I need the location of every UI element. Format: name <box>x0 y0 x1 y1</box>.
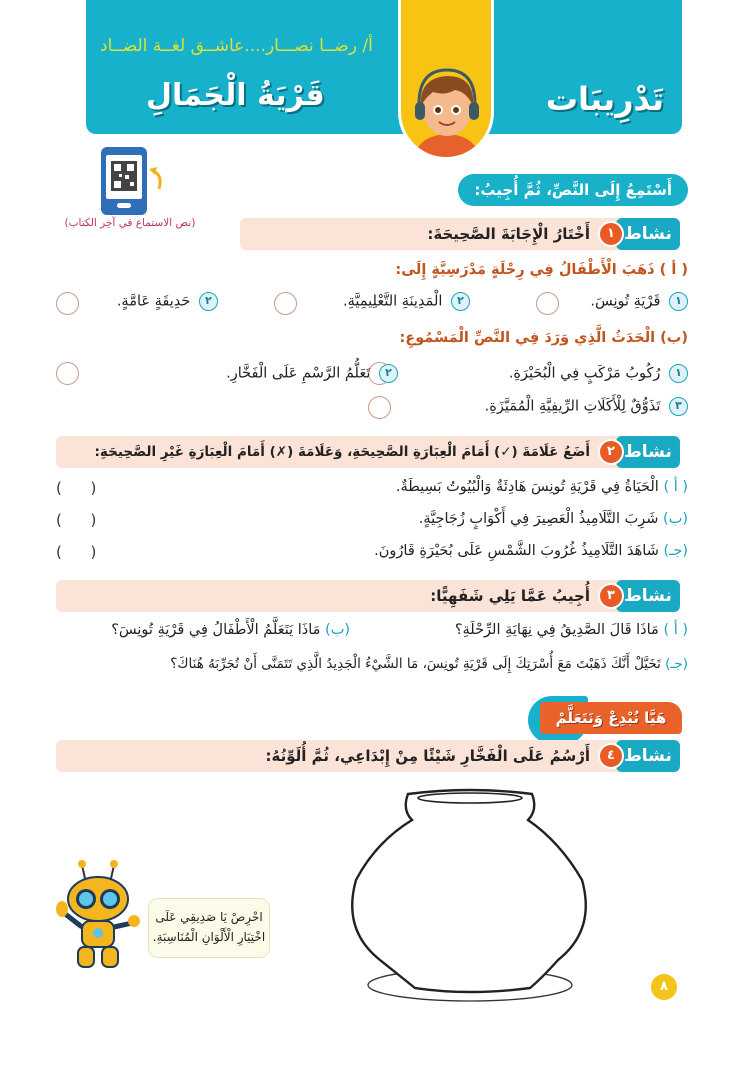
robot-mascot-icon <box>48 855 148 970</box>
header-banner <box>86 0 682 134</box>
watermark: أ/ رضــا نصـــار....عاشــق لغــة الضــاد <box>100 36 373 56</box>
question-text: الْحَدَثُ الَّذِي وَرَدَ فِي النَّصِّ الْمَسْمُوعِ: <box>399 330 656 346</box>
option-a1 <box>590 292 688 311</box>
option-number: ١ <box>669 364 688 383</box>
statement-label: (جـ) <box>663 543 688 559</box>
activity-number: ٣ <box>598 583 624 609</box>
create-learn-banner <box>528 700 682 736</box>
option-text: تَذَوُّقٌ لِلْأَكَلَاتِ الرِّيفِيَّةِ الْمُمَيَّزَةِ. <box>484 398 661 415</box>
oral-question-b <box>111 622 350 638</box>
question-label: (جـ) <box>665 656 688 672</box>
question-label: ( أ ) <box>663 622 688 638</box>
radio-b2[interactable] <box>56 362 79 385</box>
radio-a3[interactable] <box>56 292 79 315</box>
statement-c <box>374 543 688 559</box>
option-b1 <box>509 364 688 383</box>
option-text: الْمَدِينَةِ التَّعْلِيمِيَّةِ. <box>343 293 443 310</box>
statement-b <box>419 511 688 527</box>
option-text: حَدِيقَةٍ عَامَّةٍ. <box>116 293 191 310</box>
question-text: مَاذَا قَالَ الصَّدِيقُ فِي نِهَايَةِ الرِّحْلَةِ؟ <box>454 622 659 638</box>
option-text: قَرْيَةِ تُونِسَ. <box>590 293 661 310</box>
activity-title: أَرْسُمُ عَلَى الْفَخَّارِ شَيْئًا مِنْ إِبْدَاعِي، ثُمَّ أُلَوِّنُهُ: <box>265 747 590 765</box>
activity-number: ٤ <box>598 743 624 769</box>
character-strip <box>398 0 494 160</box>
activity-tag: نشاط <box>616 436 680 468</box>
option-text: رُكُوبُ مَرْكَبٍ فِي الْبُحَيْرَةِ. <box>508 365 661 382</box>
statement-text: شَرِبَ التَّلَامِيذُ الْعَصِيرَ فِي أَكْوَابٍ زُجَاجِيَّةٍ. <box>418 511 659 527</box>
activity-tag: نشاط <box>616 740 680 772</box>
question-text: مَاذَا يَتَعَلَّمُ الْأَطْفَالُ فِي قَرْيَةِ تُونِسَ؟ <box>111 622 321 638</box>
option-b2 <box>226 364 398 383</box>
pottery-vase-drawing-area[interactable] <box>320 780 610 1010</box>
activity-number: ٢ <box>598 439 624 465</box>
activity-title: أَخْتَارُ الْإِجَابَةَ الصَّحِيحَةَ: <box>427 225 590 243</box>
robot-tip-line-1: احْرِصْ يَا صَدِيقِي عَلَى <box>155 910 263 924</box>
oral-question-a <box>455 622 688 638</box>
question-b <box>399 330 688 346</box>
radio-b3[interactable] <box>368 396 391 419</box>
radio-a2[interactable] <box>274 292 297 315</box>
answer-box-b[interactable]: ( ) <box>56 511 97 529</box>
option-number: ٢ <box>451 292 470 311</box>
create-learn-label: هَيَّا نُبْدِعْ وَنَتَعَلَّمْ <box>540 702 682 734</box>
activity-tag: نشاط <box>616 580 680 612</box>
section-label: تَدْرِيبَات <box>545 80 664 118</box>
statement-text: شَاهَدَ التَّلَامِيذُ غُرُوبَ الشَّمْسِ عَلَى بُحَيْرَةِ قَارُونَ. <box>374 543 659 559</box>
audio-caption: (نص الاستماع في آخِر الكتاب) <box>64 217 196 229</box>
robot-tip-bubble <box>148 898 270 958</box>
question-text: ذَهَبَ الْأَطْفَالُ فِي رِحْلَةٍ مَدْرَسِيَّةٍ إِلَى: <box>395 262 655 278</box>
statement-text: الْحَيَاةُ فِي قَرْيَةِ تُونِسَ هَادِئَةٌ وَالْبُيُوتُ بَسِيطَةٌ. <box>395 479 659 495</box>
statement-label: ( أ ) <box>663 479 688 495</box>
answer-box-a[interactable]: ( ) <box>56 479 97 497</box>
statement-label: (ب) <box>663 511 688 527</box>
question-label: (ب) <box>660 330 688 346</box>
statement-a <box>396 479 688 495</box>
oral-question-c <box>170 656 688 672</box>
activity-number: ١ <box>598 221 624 247</box>
activity-2-header <box>56 436 680 468</box>
question-label: ( أ ) <box>659 262 688 278</box>
activity-3-header <box>56 580 680 612</box>
question-a <box>395 262 688 278</box>
listen-instruction: أَسْتَمِعُ إِلَى النَّصِّ، ثُمَّ أُجِيبُ: <box>458 174 688 206</box>
option-number: ٢ <box>199 292 218 311</box>
option-number: ٢ <box>379 364 398 383</box>
option-text: تَعَلُّمُ الرَّسْمِ عَلَى الْفَخَّارِ. <box>226 365 371 382</box>
question-text: تَخَيَّلْ أَنَّكَ ذَهَبْتَ مَعَ أُسْرَتِكَ إِلَى قَرْيَةِ تُونِسَ، مَا الشَّيْءُ الْجَدِيدُ الَّذِي تَتَمَنَّى أَنْ تُجَرِّبَهُ هُنَاكَ؟ <box>170 656 661 672</box>
activity-4-header <box>56 740 680 772</box>
question-label: (ب) <box>325 622 350 638</box>
activity-tag: نشاط <box>616 218 680 250</box>
activity-title: أَضَعُ عَلَامَةَ (✓) أَمَامَ الْعِبَارَةِ الصَّحِيحَةِ، وَعَلَامَةَ (✗) أَمَامَ الْعِبَارَةِ غَيْرِ الصَّحِيحَةِ: <box>94 444 590 460</box>
radio-a1[interactable] <box>536 292 559 315</box>
activity-title: أُجِيبُ عَمَّا يَلِي شَفَهِيًّا: <box>430 587 590 605</box>
option-a3 <box>117 292 218 311</box>
audio-qr-block[interactable] <box>55 145 205 237</box>
option-a2 <box>343 292 470 311</box>
page-number: ٨ <box>651 974 677 1000</box>
answer-box-c[interactable]: ( ) <box>56 543 97 561</box>
option-number: ١ <box>669 292 688 311</box>
lesson-title: قَرْيَةُ الْجَمَالِ <box>146 78 325 113</box>
robot-tip-line-2: اخْتِيَارِ الْأَلْوَانِ الْمُنَاسِبَةِ. <box>152 930 266 944</box>
qr-phone-icon <box>55 145 205 217</box>
option-b3 <box>485 397 688 416</box>
boy-with-headphones-icon <box>405 62 489 158</box>
option-number: ٣ <box>669 397 688 416</box>
activity-1-header <box>240 218 680 250</box>
